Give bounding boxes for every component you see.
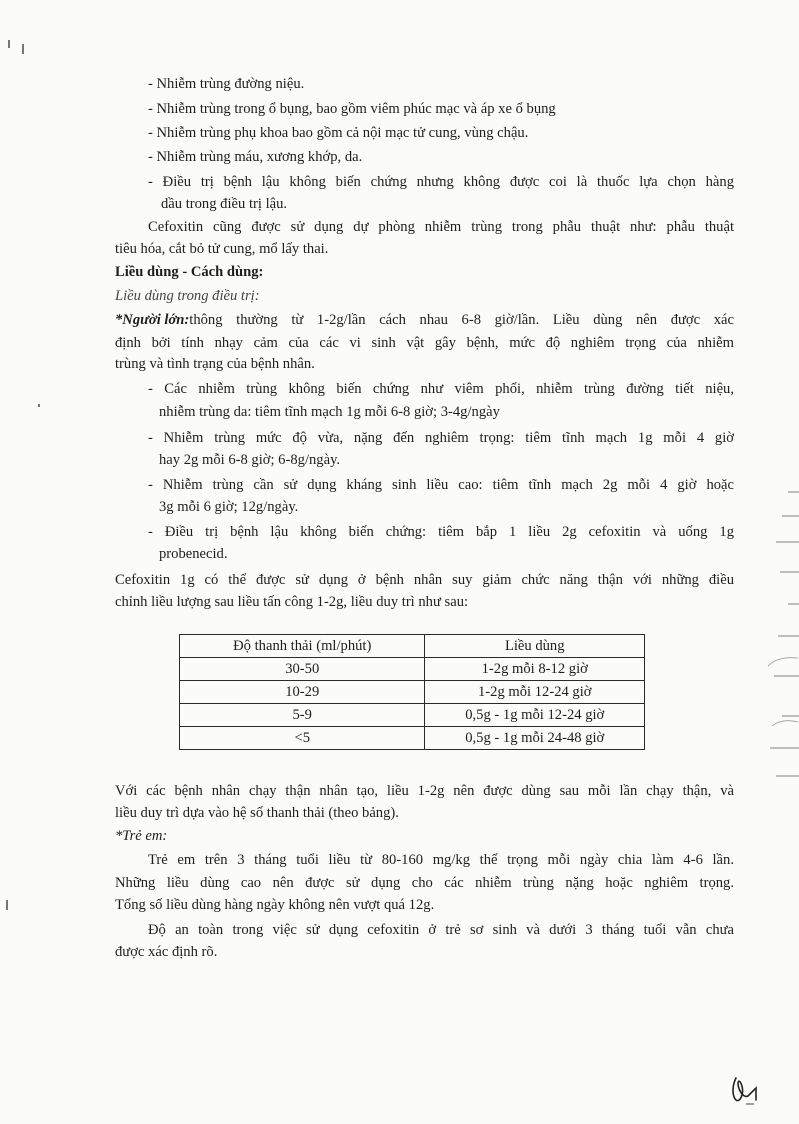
table-header-row xyxy=(180,635,645,658)
prophylaxis-paragraph: Cefoxitin cũng được sử dụng dự phòng nhiễm trùng trong phẫu thuật như: phẫu thuật xyxy=(148,219,734,235)
scan-artifact xyxy=(38,404,40,407)
indication-item-continuation: dầu trong điều trị lậu. xyxy=(161,196,288,212)
scan-artifact xyxy=(22,44,24,54)
table-row xyxy=(180,658,645,681)
table-cell: 30-50 xyxy=(180,658,425,681)
stamp-fragment-graphic xyxy=(758,486,799,786)
indication-item: - Điều trị bệnh lậu không biến chứng nhưng không được coi là thuốc lựa chọn hàng xyxy=(148,174,734,190)
regimen-item-continuation: hay 2g mỗi 6-8 giờ; 6-8g/ngày. xyxy=(159,452,341,468)
adult-paragraph-line: định bởi tính nhạy cảm của các vi sinh vật gây bệnh, mức độ nghiêm trọng của nhiễm xyxy=(115,335,734,351)
regimen-item: - Nhiễm trùng cần sử dụng kháng sinh liều cao: tiêm tĩnh mạch 2g mỗi 4 giờ hoặc xyxy=(148,477,734,493)
regimen-item: - Các nhiễm trùng không biến chứng như viêm phổi, nhiễm trùng đường tiết niệu, xyxy=(148,381,734,397)
adult-paragraph xyxy=(115,311,734,329)
indication-item: - Nhiễm trùng trong ổ bụng, bao gồm viêm phúc mạc và áp xe ổ bụng xyxy=(148,101,556,117)
indication-item: - Nhiễm trùng phụ khoa bao gồm cả nội mạc tử cung, vùng chậu. xyxy=(148,125,529,141)
adult-text: thông thường từ 1-2g/lần cách nhau 6-8 giờ/lần. Liều dùng nên được xác xyxy=(189,312,734,328)
stamp-fragment xyxy=(758,486,799,786)
regimen-item-continuation: probenecid. xyxy=(159,546,228,562)
adult-paragraph-line: trùng và tình trạng của bệnh nhân. xyxy=(115,356,315,372)
regimen-item: - Nhiễm trùng mức độ vừa, nặng đến nghiêm trọng: tiêm tĩnh mạch 1g mỗi 4 giờ xyxy=(148,430,734,446)
neonates-paragraph: Độ an toàn trong việc sử dụng cefoxitin ở trẻ sơ sinh và dưới 3 tháng tuổi vẫn chưa xyxy=(148,922,734,938)
regimen-item: - Điều trị bệnh lậu không biến chứng: tiêm bắp 1 liều 2g cefoxitin và uống 1g xyxy=(148,524,734,540)
table-header-cell: Liều dùng xyxy=(425,635,645,658)
table-cell: 10-29 xyxy=(180,681,425,704)
table-cell: 5-9 xyxy=(180,704,425,727)
neonates-paragraph: được xác định rõ. xyxy=(115,944,218,960)
children-label: *Trẻ em: xyxy=(115,828,168,844)
dosage-heading: Liều dùng - Cách dùng: xyxy=(115,264,264,280)
regimen-item-continuation: 3g mỗi 6 giờ; 12g/ngày. xyxy=(159,499,299,515)
indication-item: - Nhiễm trùng đường niệu. xyxy=(148,76,305,92)
table-cell: 1-2g mỗi 8-12 giờ xyxy=(425,658,645,681)
scan-artifact xyxy=(6,900,8,910)
treatment-subheading: Liều dùng trong điều trị: xyxy=(115,288,260,304)
table-header-cell: Độ thanh thải (ml/phút) xyxy=(180,635,425,658)
prophylaxis-paragraph: tiêu hóa, cắt bỏ tử cung, mổ lấy thai. xyxy=(115,241,329,257)
renal-dosage-table xyxy=(179,634,645,750)
indication-item: - Nhiễm trùng máu, xương khớp, da. xyxy=(148,149,363,165)
table-cell: 0,5g - 1g mỗi 24-48 giờ xyxy=(425,727,645,750)
renal-intro: chỉnh liều lượng sau liều tấn công 1-2g, liều duy trì như sau: xyxy=(115,594,469,610)
adult-label: *Người lớn: xyxy=(115,312,190,328)
renal-intro: Cefoxitin 1g có thể được sử dụng ở bệnh nhân suy giảm chức năng thận với những điều xyxy=(115,572,734,588)
table-row xyxy=(180,681,645,704)
table-cell: 0,5g - 1g mỗi 12-24 giờ xyxy=(425,704,645,727)
scan-artifact xyxy=(8,40,10,48)
table-cell: 1-2g mỗi 12-24 giờ xyxy=(425,681,645,704)
dialysis-paragraph: liều duy trì dựa vào hệ số thanh thải (theo bảng). xyxy=(115,805,399,821)
children-paragraph: Những liều dùng cao nên được sử dụng cho các nhiễm trùng nặng hoặc nghiêm trọng. xyxy=(115,875,734,891)
table-row xyxy=(180,727,645,750)
regimen-item-continuation: nhiễm trùng da: tiêm tĩnh mạch 1g mỗi 6-8 giờ; 3-4g/ngày xyxy=(159,404,500,420)
children-paragraph: Trẻ em trên 3 tháng tuổi liều từ 80-160 mg/kg thể trọng mỗi ngày chia làm 4-6 lần. xyxy=(148,852,734,868)
children-paragraph: Tổng số liều dùng hàng ngày không nên vượt quá 12g. xyxy=(115,897,435,913)
table-cell: <5 xyxy=(180,727,425,750)
dialysis-paragraph: Với các bệnh nhân chạy thận nhân tạo, liều 1-2g nên được dùng sau mỗi lần chạy thận, và xyxy=(115,783,734,799)
handwritten-signature xyxy=(730,1072,764,1106)
table-row xyxy=(180,704,645,727)
